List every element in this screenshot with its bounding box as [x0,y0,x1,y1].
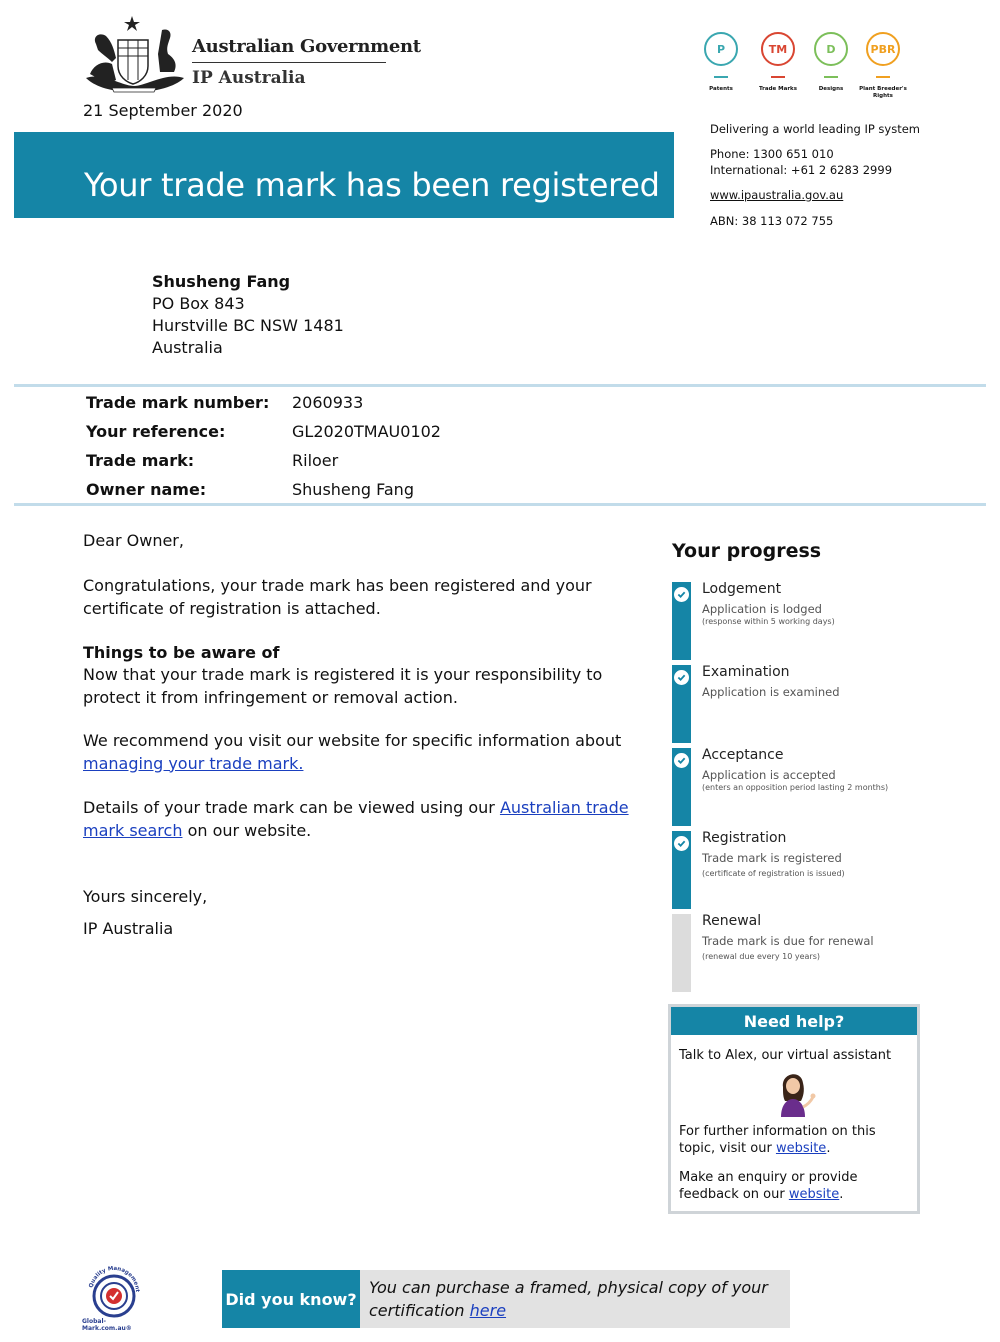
check-icon [674,587,689,602]
trade-marks-label: Trade Marks [759,86,797,92]
recommend-paragraph [83,730,658,775]
purchase-here-link[interactable]: here [469,1300,507,1320]
stage-name-renewal: Renewal [702,913,762,929]
did-you-know-label: Did you know? [222,1270,360,1328]
enquiry-text: Make an enquiry or provide feedback on our website. [679,1170,858,1202]
closing: Yours sincerely, [83,887,208,906]
letter-date: 21 September 2020 [83,101,243,120]
owner-name-value: Shusheng Fang [292,480,414,499]
stage-note-registration: (certificate of registration is issued) [702,869,845,878]
designs-label: Designs [818,86,844,92]
purchase-text: You can purchase a framed, physical copy of your certification [369,1278,768,1320]
progress-title: Your progress [672,540,822,562]
enquiry-pre: Make an enquiry or provide feedback on our [679,1170,858,1202]
global-mark-site: Global-Mark.com.au® [82,1318,132,1332]
letter-title: Your trade mark has been registered [84,166,660,204]
addressee-name: Shusheng Fang [152,272,291,291]
trade-marks-icon: TM [761,32,795,66]
purchase-text-block [369,1277,769,1322]
trade-mark-label: Trade mark: [86,451,195,470]
patents-label: Patents [709,86,733,92]
stage-desc-examination: Application is examined [702,685,840,699]
pbr-label: Plant Breeder's Rights [859,86,907,99]
further-info-text: For further information on this topic, visit our website. [679,1124,876,1156]
stage-name-examination: Examination [702,664,790,680]
trade-marks-dash [771,76,785,78]
patents-icon: P [704,32,738,66]
virtual-assistant-text: Talk to Alex, our virtual assistant [679,1048,892,1063]
trade-mark-number-label: Trade mark number: [86,393,270,412]
agency-name: IP Australia [192,68,306,88]
further-info-pre: For further information on this topic, visit our [679,1124,876,1156]
enquiry-website-link[interactable]: website [788,1187,840,1202]
qm-ring-text: Quality Management [88,1266,141,1293]
address-line-1: PO Box 843 [152,294,245,313]
search-text-pre: Details of your trade mark can be viewed using our [83,798,495,817]
stage-name-registration: Registration [702,830,787,846]
reference-value: GL2020TMAU0102 [292,422,441,441]
virtual-assistant-avatar-icon[interactable] [773,1067,821,1119]
signature: IP Australia [83,919,174,938]
check-icon [674,753,689,768]
need-help-box [668,1004,920,1214]
recommend-text: We recommend you visit our website for specific information about [83,731,622,750]
trade-mark-value: Riloer [292,451,339,470]
stage-name-lodgement: Lodgement [702,581,782,597]
managing-trade-mark-link[interactable]: managing your trade mark. [83,753,304,773]
designs-icon: D [814,32,848,66]
further-info-website-link[interactable]: website [775,1141,827,1156]
stage-desc-lodgement: Application is lodged [702,602,822,616]
salutation: Dear Owner, [83,531,184,550]
check-icon [674,670,689,685]
search-paragraph [83,797,658,842]
pbr-icon: PBR [866,32,900,66]
website-link[interactable]: www.ipaustralia.gov.au [710,188,844,202]
ip-rights-icons [700,30,920,106]
reference-label: Your reference: [86,422,226,441]
stage-desc-registration: Trade mark is registered [702,851,842,865]
iso-9001-seal-icon [80,1266,148,1322]
trade-mark-number-value: 2060933 [292,393,364,412]
search-text-post: on our website. [187,820,312,840]
stage-desc-renewal: Trade mark is due for renewal [702,934,874,948]
stage-note-acceptance: (enters an opposition period lasting 2 months) [702,783,889,792]
phone: Phone: 1300 651 010 [710,147,834,161]
aware-heading: Things to be aware of [83,643,280,662]
title-divider [192,62,386,63]
trade-mark-search-link[interactable]: Australian trade mark search [83,798,629,840]
owner-name-label: Owner name: [86,480,207,499]
details-top-rule [14,384,986,387]
tagline: Delivering a world leading IP system [710,122,921,136]
need-help-heading: Need help? [671,1007,917,1035]
details-bottom-rule [14,503,986,506]
stage-note-lodgement: (response within 5 working days) [702,617,835,626]
congrats-paragraph: Congratulations, your trade mark has been registered and your certificate of registration is attached. [83,576,592,618]
designs-dash [824,76,838,78]
pbr-dash [876,76,890,78]
progress-bar-renewal [672,914,691,992]
aware-paragraph: Now that your trade mark is registered it is your responsibility to protect it from infringement or removal action. [83,665,603,707]
address-country: Australia [152,338,223,357]
quality-management-badge [80,1266,148,1330]
check-icon [674,836,689,851]
international-phone: International: +61 2 6283 2999 [710,163,893,177]
coat-of-arms-logo [82,14,188,94]
government-title: Australian Government [192,36,421,57]
stage-desc-acceptance: Application is accepted [702,768,836,782]
patents-dash [714,76,728,78]
abn: ABN: 38 113 072 755 [710,214,834,228]
stage-name-acceptance: Acceptance [702,747,784,763]
stage-note-renewal: (renewal due every 10 years) [702,952,820,961]
address-line-2: Hurstville BC NSW 1481 [152,316,344,335]
